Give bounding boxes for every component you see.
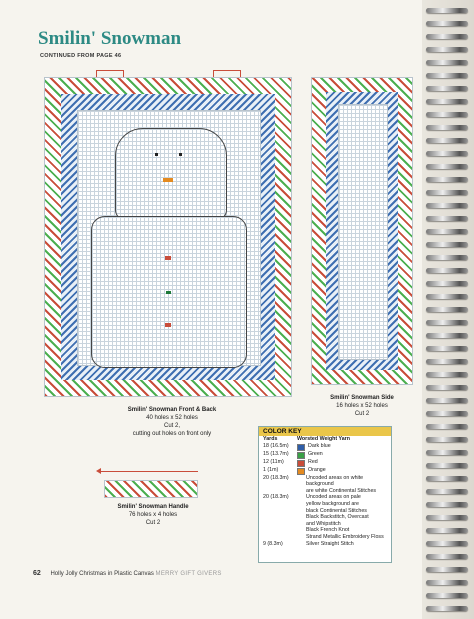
- front-back-size: 40 holes x 52 holes: [146, 415, 198, 421]
- spiral-coil: [426, 398, 468, 403]
- key-swatch: [297, 489, 303, 494]
- key-swatch: [297, 515, 303, 520]
- key-yards: 20 (18.3m): [263, 494, 289, 501]
- spiral-coil: [426, 190, 468, 195]
- spiral-coil: [426, 34, 468, 39]
- color-key-row: [259, 467, 391, 475]
- green-button-1: [166, 291, 171, 294]
- key-yards: [263, 521, 297, 528]
- color-key-row: [259, 494, 391, 501]
- key-swatch: [297, 509, 303, 514]
- spiral-coil: [426, 424, 468, 429]
- spiral-coil: [426, 242, 468, 247]
- spiral-coil: [426, 528, 468, 533]
- spiral-coil: [426, 177, 468, 182]
- spiral-coil: [426, 164, 468, 169]
- spiral-coil: [426, 554, 468, 559]
- carrot-nose: [163, 178, 173, 182]
- key-label: yellow background are: [306, 500, 359, 507]
- front-back-caption: [112, 406, 232, 438]
- color-key-row: [259, 527, 391, 534]
- front-back-note: cutting out holes on front only: [132, 431, 212, 437]
- color-key-rows: [259, 443, 391, 548]
- handle-name: Smilin' Snowman Handle: [117, 504, 189, 510]
- handle-candy: [105, 481, 197, 497]
- key-yards: [263, 501, 297, 508]
- key-swatch: [297, 452, 305, 459]
- front-back-cut: Cut 2,: [163, 423, 180, 429]
- spiral-coil: [426, 359, 468, 364]
- side-inner-grid: [338, 104, 388, 360]
- spiral-coil: [426, 450, 468, 455]
- key-label: and Whipstitch: [306, 520, 341, 527]
- spiral-binding: [422, 0, 474, 619]
- key-label: Silver Straight Stitch: [306, 540, 354, 547]
- spiral-coil: [426, 320, 468, 325]
- spiral-coil: [426, 372, 468, 377]
- yarn-header: Worsted Weight Yarn: [297, 436, 350, 442]
- continued-note: CONTINUED FROM PAGE 46: [40, 53, 122, 59]
- key-label: black Continental Stitches: [306, 507, 367, 514]
- key-swatch: [297, 535, 303, 540]
- front-back-chart: [44, 77, 292, 397]
- book-title: Holly Jolly Christmas in Plastic Canvas: [50, 571, 154, 577]
- spiral-coil: [426, 463, 468, 468]
- key-label: Red: [308, 458, 318, 465]
- spiral-coil: [426, 333, 468, 338]
- spiral-coil: [426, 268, 468, 273]
- color-key-row: [259, 508, 391, 515]
- key-swatch: [297, 495, 303, 500]
- color-key-row: [259, 514, 391, 521]
- key-swatch: [297, 542, 303, 547]
- key-yards: [263, 514, 297, 521]
- key-yards: 18 (16.5m): [263, 442, 289, 449]
- spiral-coil: [426, 112, 468, 117]
- spiral-coil: [426, 125, 468, 130]
- color-key-heading: COLOR KEY: [259, 427, 391, 436]
- color-key-row: [259, 534, 391, 541]
- spiral-coil: [426, 567, 468, 572]
- spiral-coil: [426, 255, 468, 260]
- snowman-head: [115, 128, 227, 220]
- spiral-coil: [426, 151, 468, 156]
- heart-button-1: [165, 256, 171, 261]
- color-key-row: [259, 475, 391, 488]
- side-caption: [306, 394, 418, 418]
- spiral-coil: [426, 346, 468, 351]
- page-number: 62: [33, 570, 41, 577]
- spiral-coil: [426, 502, 468, 507]
- spiral-coil: [426, 489, 468, 494]
- heart-button-2: [165, 323, 171, 328]
- front-back-name: Smilin' Snowman Front & Back: [127, 407, 217, 413]
- key-swatch: [297, 522, 303, 527]
- side-cut: Cut 2: [354, 411, 370, 417]
- key-label: Dark blue: [308, 442, 331, 449]
- color-key-row: [259, 521, 391, 528]
- page-title: Smilin' Snowman: [38, 28, 182, 49]
- handle-arrow: [98, 471, 198, 472]
- key-yards: 9 (8.3m): [263, 540, 283, 547]
- key-swatch: [297, 444, 305, 451]
- key-label: Uncoded areas on pale: [306, 494, 361, 501]
- key-yards: 15 (13.7m): [263, 450, 289, 457]
- spiral-coil: [426, 541, 468, 546]
- spiral-coil: [426, 8, 468, 13]
- color-key-row: [259, 488, 391, 495]
- color-key-header: [259, 436, 391, 443]
- spiral-coil: [426, 138, 468, 143]
- spiral-coil: [426, 411, 468, 416]
- key-label: Strand Metallic Embroidery Floss: [306, 533, 384, 540]
- key-yards: [263, 488, 297, 495]
- left-eye: [155, 153, 158, 156]
- spiral-coil: [426, 385, 468, 390]
- yards-header: Yards: [263, 436, 278, 442]
- key-yards: 1 (1m): [263, 466, 279, 473]
- page-footer: [33, 570, 222, 577]
- spiral-coil: [426, 216, 468, 221]
- spiral-coil: [426, 593, 468, 598]
- section-name: MERRY GIFT GIVERS: [155, 571, 222, 577]
- spiral-coil: [426, 476, 468, 481]
- side-size: 16 holes x 52 holes: [336, 403, 388, 409]
- key-yards: [263, 508, 297, 515]
- spiral-coil: [426, 99, 468, 104]
- key-yards: [263, 527, 297, 534]
- spiral-coil: [426, 203, 468, 208]
- spiral-coil: [426, 307, 468, 312]
- handle-cut: Cut 2: [145, 520, 161, 526]
- key-yards: 20 (18.3m): [263, 474, 289, 481]
- spiral-coil: [426, 73, 468, 78]
- key-label: Black French Knot: [306, 527, 350, 534]
- spiral-coil: [426, 294, 468, 299]
- color-key-row: [259, 443, 391, 451]
- handle-chart: [104, 480, 198, 498]
- spiral-coil: [426, 47, 468, 52]
- key-label: are white Continental Stitches: [306, 487, 377, 494]
- key-label: Black Backstitch, Overcast: [306, 514, 369, 521]
- spiral-coil: [426, 21, 468, 26]
- key-yards: 12 (11m): [263, 458, 284, 465]
- right-eye: [179, 153, 182, 156]
- color-key: [258, 426, 392, 563]
- side-chart: [311, 77, 413, 385]
- color-key-row: [259, 451, 391, 459]
- color-key-row: [259, 459, 391, 467]
- color-key-row: [259, 501, 391, 508]
- spiral-coil: [426, 229, 468, 234]
- key-swatch: [297, 476, 303, 481]
- key-swatch: [297, 502, 303, 507]
- key-yards: [263, 534, 297, 541]
- key-label: Uncoded areas on white background: [306, 474, 364, 488]
- key-swatch: [297, 460, 305, 467]
- spiral-coil: [426, 60, 468, 65]
- spiral-coil: [426, 281, 468, 286]
- handle-size: 76 holes x 4 holes: [128, 512, 178, 518]
- spiral-coil: [426, 515, 468, 520]
- spiral-coil: [426, 580, 468, 585]
- key-label: Orange: [308, 466, 326, 473]
- key-swatch: [297, 528, 303, 533]
- key-swatch: [297, 468, 305, 475]
- color-key-row: [259, 541, 391, 548]
- key-label: Green: [308, 450, 323, 457]
- side-name: Smilin' Snowman Side: [330, 395, 394, 401]
- handle-caption: [98, 503, 208, 527]
- spiral-coil: [426, 437, 468, 442]
- spiral-coil: [426, 86, 468, 91]
- spiral-coil: [426, 606, 468, 611]
